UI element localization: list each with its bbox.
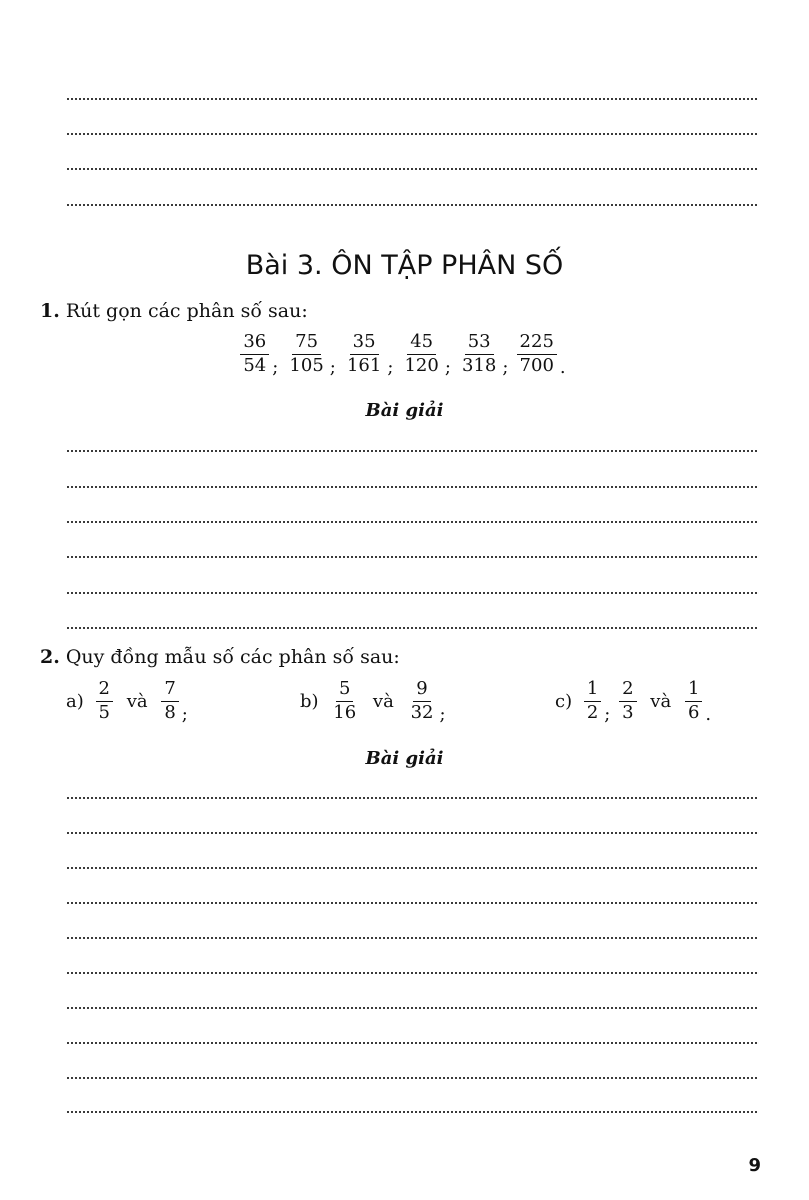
answer-line[interactable] — [67, 1007, 757, 1009]
question-text: Rút gọn các phân số sau: — [65, 300, 308, 322]
answer-line[interactable] — [67, 1042, 757, 1044]
fraction: $\frac{5}{16}$ — [333, 678, 357, 723]
answer-line[interactable] — [67, 521, 757, 523]
part-a: a) $\frac{2}{5}$ và $\frac{7}{8}$ ; — [66, 678, 188, 726]
answer-line[interactable] — [67, 168, 757, 170]
answer-line[interactable] — [67, 204, 757, 206]
page-number: 9 — [748, 1155, 761, 1176]
fraction: $\frac{2}{3}$ — [619, 680, 636, 723]
fraction: $\frac{75}{105}$ — [289, 331, 324, 376]
answer-line[interactable] — [67, 867, 757, 869]
question-number: 2. — [40, 646, 60, 668]
fraction: $\frac{7}{8}$ — [161, 680, 178, 723]
fraction-list: $\frac{36}{54}$ ; $\frac{75}{105}$ ; $\frac{35}{161}$ ; $\frac{45}{120}$ ; $\frac{53}{318}$ ; $\frac{225}{700}$ . — [0, 333, 809, 378]
question-1 — [40, 300, 308, 322]
fraction: $\frac{45}{120}$ — [404, 331, 439, 376]
answer-line[interactable] — [67, 1077, 757, 1079]
question-text: Quy đồng mẫu số các phân số sau: — [65, 646, 400, 668]
part-c: c) $\frac{1}{2}$ ; $\frac{2}{3}$ và $\frac{1}{6}$ . — [555, 678, 712, 726]
answer-line[interactable] — [67, 937, 757, 939]
answer-line[interactable] — [67, 486, 757, 488]
fraction: $\frac{1}{6}$ — [685, 680, 702, 723]
answer-line[interactable] — [67, 902, 757, 904]
fraction: $\frac{2}{5}$ — [96, 680, 113, 723]
fraction: $\frac{1}{2}$ — [584, 680, 601, 723]
lesson-title: Bài 3. ÔN TẬP PHÂN SỐ — [245, 250, 564, 281]
answer-line[interactable] — [67, 98, 757, 100]
question-number: 1. — [40, 300, 60, 322]
fraction: $\frac{36}{54}$ — [240, 333, 269, 376]
answer-line[interactable] — [67, 832, 757, 834]
answer-line[interactable] — [67, 797, 757, 799]
answer-line[interactable] — [67, 592, 757, 594]
answer-line[interactable] — [67, 556, 757, 558]
fraction: $\frac{9}{32}$ — [410, 678, 434, 723]
answer-line[interactable] — [67, 1111, 757, 1113]
answer-line[interactable] — [67, 972, 757, 974]
part-b: b) $\frac{5}{16}$ và $\frac{9}{32}$ ; — [300, 678, 446, 726]
fraction: $\frac{35}{161}$ — [346, 331, 382, 376]
answer-line[interactable] — [67, 450, 757, 452]
question-2 — [40, 646, 400, 668]
solution-label: Bài giải — [365, 748, 444, 769]
solution-label: Bài giải — [365, 400, 444, 421]
answer-line[interactable] — [67, 627, 757, 629]
fraction: $\frac{53}{318}$ — [462, 331, 497, 376]
fraction: $\frac{225}{700}$ — [517, 333, 557, 376]
answer-line[interactable] — [67, 133, 757, 135]
